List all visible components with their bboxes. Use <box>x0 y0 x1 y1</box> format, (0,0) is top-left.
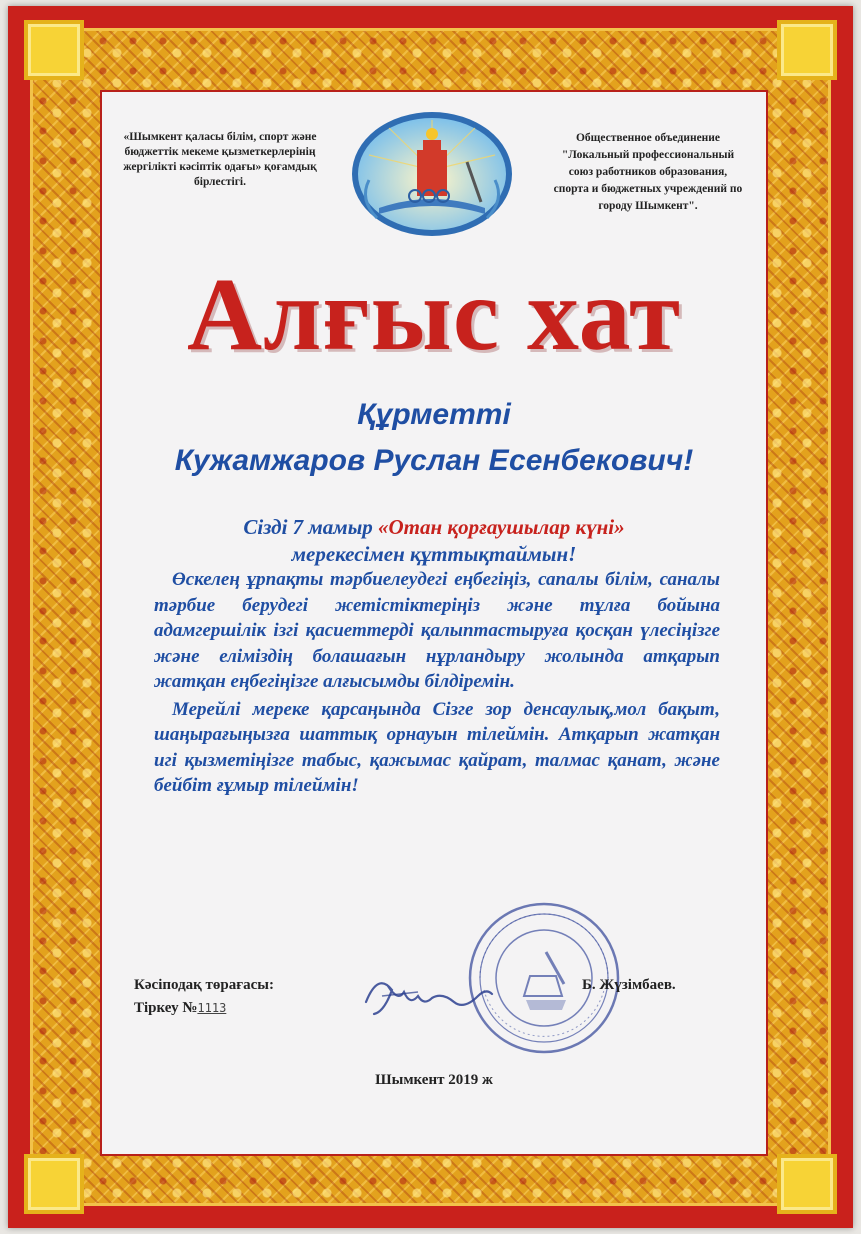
recipient-name: Кужамжаров Руслан Есенбекович! <box>174 444 694 477</box>
city-year: Шымкент 2019 ж <box>375 1072 493 1088</box>
certificate-content-panel <box>100 90 768 1156</box>
registration-label: Тіркеу № <box>134 1000 198 1016</box>
handwritten-signature <box>358 962 498 1032</box>
body-paragraph-1: Өскелең ұрпақты тәрбиелеудегі еңбегіңіз, сапалы білім, саналы тәрбие берудегі жетістіктеріңіз және тұлға бойына адамгершілік ізгі қасиеттерді қалыптастыруға қосқан үлесіңізге және еліміздің болашағын нұрландыру жолында атқарып жатқан еңбегіңізге алғысымды білдіремін. <box>154 569 720 692</box>
salutation <box>102 392 766 484</box>
congrats-line-2: мерекесімен құттықтаймын! <box>291 542 577 566</box>
congratulation-line <box>102 514 766 568</box>
congrats-prefix: Сізді 7 мамыр <box>243 515 379 539</box>
chair-label: Кәсіподақ төрағасы: <box>134 977 274 993</box>
corner-ornament <box>24 20 84 80</box>
salutation-line-1: Құрметті <box>357 398 511 431</box>
registration-number: 1113 <box>197 1001 227 1015</box>
corner-ornament <box>777 1154 837 1214</box>
union-emblem-logo <box>349 110 515 238</box>
corner-ornament <box>777 20 837 80</box>
certificate-sheet <box>8 6 853 1228</box>
body-paragraph-2: Мерейлі мереке қарсаңында Сізге зор денсаулық,мол бақыт, шаңырағыңызға шаттық орнауын тілеймін. Атқарып жатқан игі қызметіңізге табыс, қажымас қайрат, талмас қанат, және бейбіт ғұмыр тілеймін! <box>154 698 720 796</box>
header-org-kazakh: «Шымкент қаласы білім, спорт және бюджеттік мекеме қызметкерлерінің жергілікті кәсіптік одағы» қоғамдық бірлестігі. <box>123 131 317 188</box>
certificate-body <box>154 567 720 799</box>
header-org-russian: Общественное объединение "Локальный профессиональный союз работников образования, спорта и бюджетных учреждений по городу Шымкент". <box>553 132 743 212</box>
holiday-name: «Отан қорғаушылар күні» <box>378 515 625 539</box>
registration-line <box>134 1000 226 1017</box>
signer-name: Б. Жүзімбаев. <box>582 977 676 993</box>
certificate-title: Алғыс хат <box>186 257 682 372</box>
corner-ornament <box>24 1154 84 1214</box>
